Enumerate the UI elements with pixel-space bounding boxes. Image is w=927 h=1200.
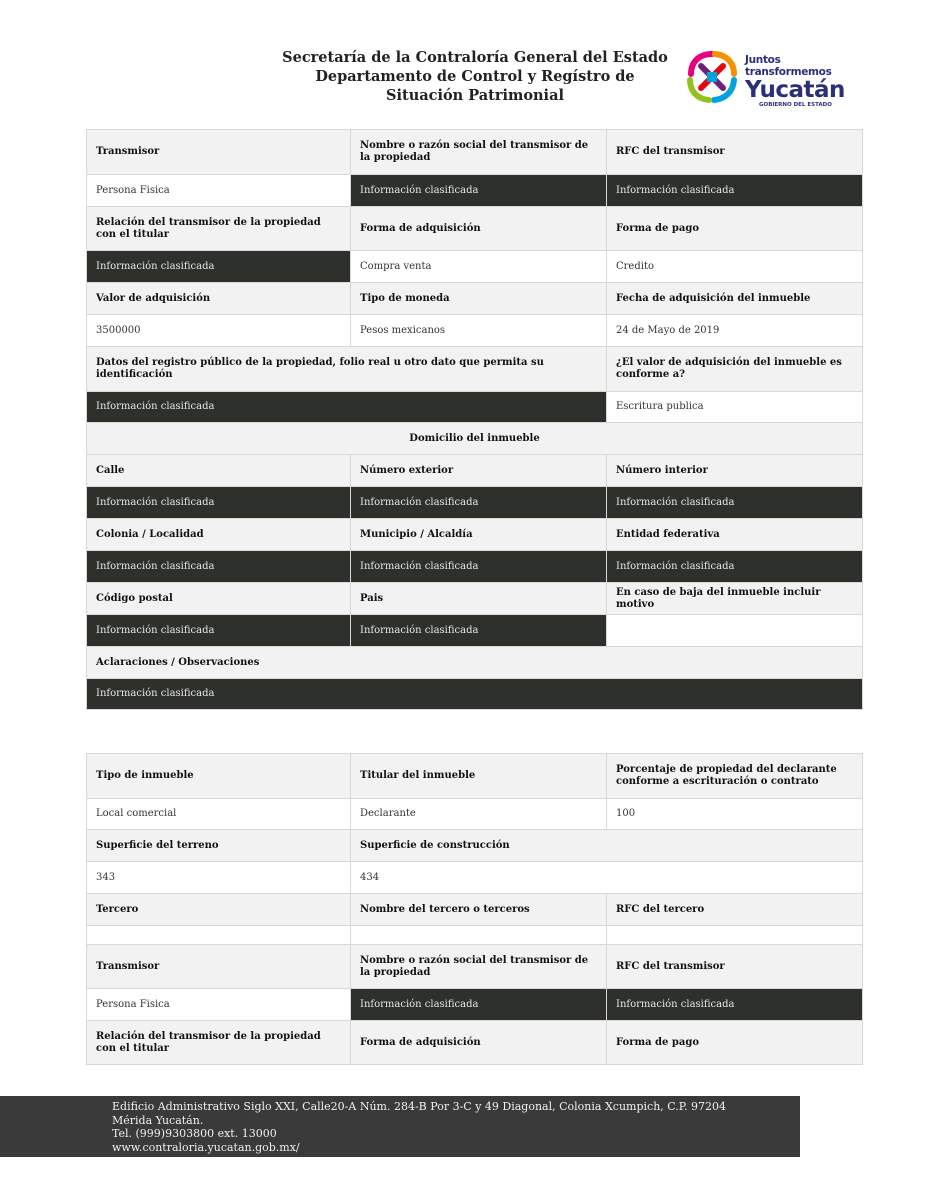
header-cell: Aclaraciones / Observaciones (87, 647, 863, 679)
header-cell: Fecha de adquisición del inmueble (607, 283, 863, 315)
table-row (87, 392, 863, 423)
value-cell (607, 926, 863, 945)
header-cell: Forma de pago (607, 1021, 863, 1065)
property-transfer-table (86, 129, 863, 710)
value-cell: 3500000 (87, 315, 351, 347)
table-row (87, 1021, 863, 1065)
header-cell: Calle (87, 455, 351, 487)
footer-website: www.contraloria.yucatan.gob.mx/ (112, 1140, 300, 1154)
table-row (87, 830, 863, 862)
header-line-1: Secretaría de la Contraloría General del Estado (282, 49, 668, 66)
header-cell: RFC del transmisor (607, 945, 863, 989)
header-cell: Relación del transmisor de la propiedad con el titular (87, 207, 351, 251)
table-row (87, 647, 863, 679)
value-cell: Persona Fisica (87, 175, 351, 207)
classified-cell: Información clasificada (87, 487, 351, 519)
classified-cell: Información clasificada (351, 551, 607, 583)
classified-cell: Información clasificada (351, 615, 607, 647)
classified-cell: Información clasificada (351, 487, 607, 519)
header-cell: Datos del registro público de la propiedad, folio real u otro dato que permita su identificación (87, 347, 607, 392)
section-title: Domicilio del inmueble (87, 423, 863, 455)
classified-cell: Información clasificada (87, 392, 607, 423)
value-cell: Escritura publica (607, 392, 863, 423)
header-cell: Superficie del terreno (87, 830, 351, 862)
table-row (87, 283, 863, 315)
table-row (87, 583, 863, 615)
classified-cell: Información clasificada (87, 551, 351, 583)
yucatan-logo-icon (685, 50, 739, 104)
table-row (87, 945, 863, 989)
table-row (87, 679, 863, 710)
value-cell (87, 926, 351, 945)
table-row (87, 207, 863, 251)
table-row (87, 926, 863, 945)
document-header (270, 48, 680, 105)
header-cell: RFC del tercero (607, 894, 863, 926)
classified-cell: Información clasificada (607, 175, 863, 207)
value-cell: 24 de Mayo de 2019 (607, 315, 863, 347)
value-cell: Pesos mexicanos (351, 315, 607, 347)
header-cell: RFC del transmisor (607, 130, 863, 175)
classified-cell: Información clasificada (607, 989, 863, 1021)
value-cell: 100 (607, 799, 863, 830)
header-cell: Relación del transmisor de la propiedad con el titular (87, 1021, 351, 1065)
header-cell: Nombre o razón social del transmisor de la propiedad (351, 130, 607, 175)
header-cell: Titular del inmueble (351, 754, 607, 799)
table-row (87, 175, 863, 207)
header-cell: Nombre del tercero o terceros (351, 894, 607, 926)
header-cell: Forma de adquisición (351, 207, 607, 251)
table-row (87, 519, 863, 551)
table-row (87, 487, 863, 519)
classified-cell: Información clasificada (351, 175, 607, 207)
value-cell: Declarante (351, 799, 607, 830)
yucatan-logo (685, 50, 865, 108)
header-cell: En caso de baja del inmueble incluir motivo (607, 583, 863, 615)
table-row (87, 455, 863, 487)
header-cell: Forma de pago (607, 207, 863, 251)
table-row (87, 315, 863, 347)
header-cell: Número interior (607, 455, 863, 487)
table-row (87, 423, 863, 455)
table-row (87, 615, 863, 647)
table-row (87, 130, 863, 175)
page-footer (0, 1096, 800, 1157)
table-row (87, 894, 863, 926)
header-cell: Nombre o razón social del transmisor de la propiedad (351, 945, 607, 989)
logo-government: GOBIERNO DEL ESTADO (759, 102, 832, 108)
header-cell: Tipo de inmueble (87, 754, 351, 799)
value-cell: Persona Fisica (87, 989, 351, 1021)
header-cell: Pais (351, 583, 607, 615)
value-cell: 434 (351, 862, 863, 894)
classified-cell: Información clasificada (87, 615, 351, 647)
header-cell: ¿El valor de adquisición del inmueble es conforme a? (607, 347, 863, 392)
classified-cell: Información clasificada (87, 679, 863, 710)
header-cell: Transmisor (87, 945, 351, 989)
logo-name: Yucatán (745, 77, 845, 103)
table-row (87, 989, 863, 1021)
classified-cell: Información clasificada (87, 251, 351, 283)
table-row (87, 347, 863, 392)
header-cell: Tipo de moneda (351, 283, 607, 315)
header-cell: Forma de adquisición (351, 1021, 607, 1065)
table-row (87, 551, 863, 583)
header-cell: Entidad federativa (607, 519, 863, 551)
header-cell: Transmisor (87, 130, 351, 175)
header-line-2: Departamento de Control y Regístro de (315, 68, 635, 85)
header-cell: Valor de adquisición (87, 283, 351, 315)
header-cell: Código postal (87, 583, 351, 615)
header-cell: Colonia / Localidad (87, 519, 351, 551)
table-row (87, 754, 863, 799)
footer-address: Edificio Administrativo Siglo XXI, Calle20-A Núm. 284-B Por 3-C y 49 Diagonal, Colonia Xcumpich, C.P. 97204 (112, 1100, 726, 1113)
value-cell: Local comercial (87, 799, 351, 830)
header-cell: Superficie de construcción (351, 830, 863, 862)
classified-cell: Información clasificada (607, 551, 863, 583)
header-line-3: Situación Patrimonial (386, 87, 564, 104)
header-cell: Número exterior (351, 455, 607, 487)
value-cell: Compra venta (351, 251, 607, 283)
classified-cell: Información clasificada (351, 989, 607, 1021)
property-details-table (86, 753, 863, 1065)
table-row (87, 799, 863, 830)
value-cell (607, 615, 863, 647)
table-row (87, 251, 863, 283)
footer-city: Mérida Yucatán. (112, 1113, 204, 1127)
header-cell: Porcentaje de propiedad del declarante conforme a escrituración o contrato (607, 754, 863, 799)
footer-phone: Tel. (999)9303800 ext. 13000 (112, 1127, 277, 1140)
table-row (87, 862, 863, 894)
logo-tagline: Juntos transformemos (745, 54, 832, 78)
classified-cell: Información clasificada (607, 487, 863, 519)
value-cell: Credito (607, 251, 863, 283)
header-cell: Municipio / Alcaldía (351, 519, 607, 551)
value-cell: 343 (87, 862, 351, 894)
header-cell: Tercero (87, 894, 351, 926)
value-cell (351, 926, 607, 945)
